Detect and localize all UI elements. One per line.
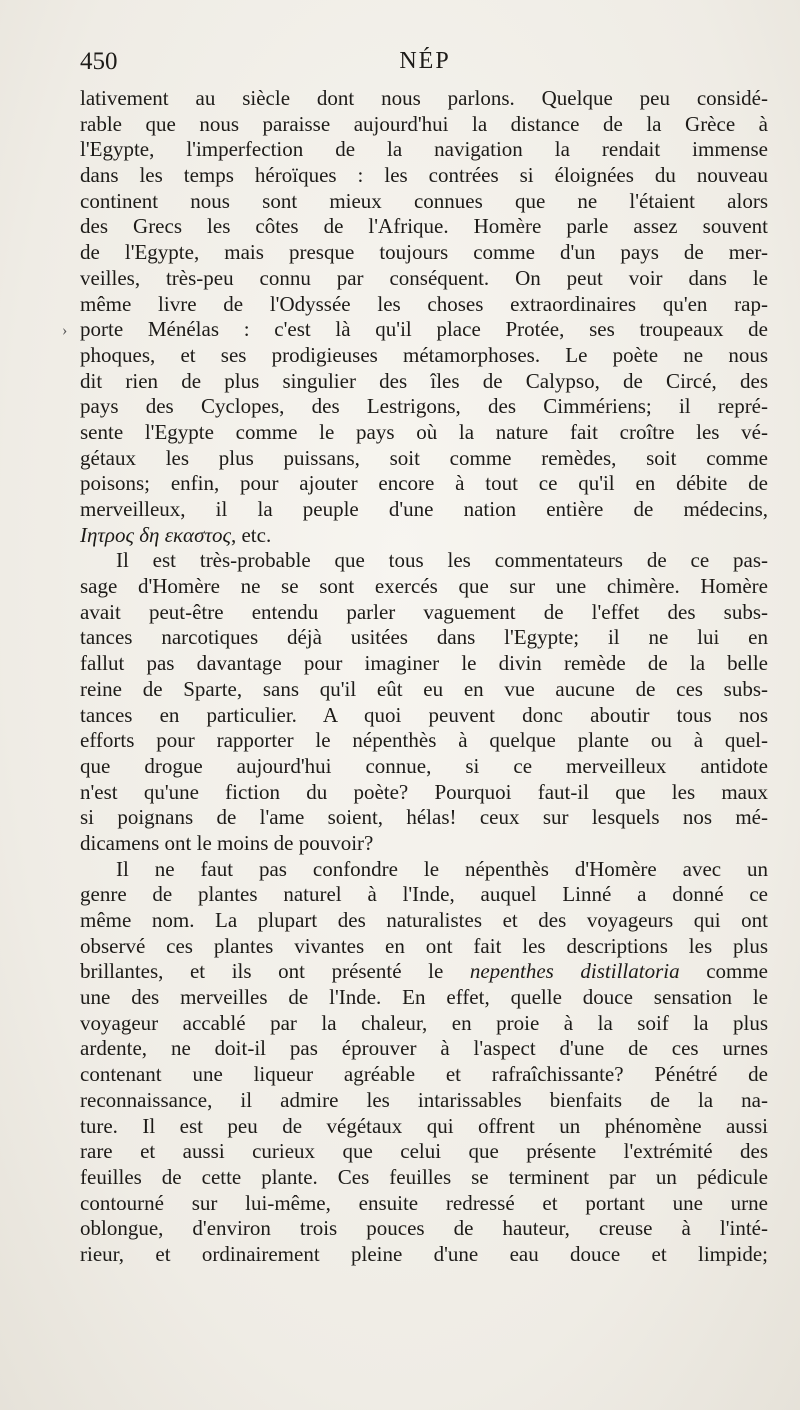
text-line: ardente, ne doit-il pas éprouver à l'aspect d'une de ces urnes — [80, 1036, 768, 1061]
species-name: nepenthes distillatoria — [469, 959, 680, 984]
text-line: même nom. La plupart des naturalistes et des voyageurs qui ont — [80, 908, 768, 932]
text-line: dicamens ont le moins de pouvoir? — [80, 830, 374, 855]
text-line: rieur, et ordinairement pleine d'une eau douce et limpide; — [80, 1241, 768, 1266]
page-number: 450 — [80, 48, 118, 75]
text-line: avait peut-être entendu parler vaguement de l'effet des subs- — [80, 599, 768, 624]
text-line: rare et aussi curieux que celui que présente l'extrémité des — [80, 1139, 768, 1164]
text-line: efforts pour rapporter le népenthès à quelque plante ou à quel- — [80, 728, 768, 753]
paragraph-1-last-line — [80, 523, 768, 549]
text-line: sente l'Egypte comme le pays où la nature fait croître les vé- — [80, 419, 768, 444]
text-line: voyageur accablé par la chaleur, en proie à la soif la plus — [80, 1010, 768, 1035]
text-line: feuilles de cette plante. Ces feuilles se terminent par un pédicule — [80, 1164, 768, 1189]
text-line: merveilleux, il la peuple d'une nation entière de médecins, — [80, 497, 768, 521]
text-line: n'est qu'une fiction du poète? Pourquoi faut-il que les maux — [80, 779, 768, 804]
margin-mark: › — [62, 322, 68, 339]
text-line: Il est très-probable que tous les commentateurs de ce pas- — [116, 548, 768, 573]
text-line: porte Ménélas : c'est là qu'il place Protée, ses troupeaux de — [80, 317, 768, 342]
text-line: de l'Egypte, mais presque toujours comme d'un pays de mer- — [80, 240, 768, 265]
paragraph-3-italic-line — [80, 959, 768, 985]
text-line: pays des Cyclopes, des Lestrigons, des Cimmériens; il repré- — [80, 394, 768, 419]
text-line: dit rien de plus singulier des îles de Calypso, de Circé, des — [80, 368, 768, 393]
text-line: Il ne faut pas confondre le népenthès d'Homère avec un — [116, 856, 768, 881]
text-line: même livre de l'Odyssée les choses extraordinaires qu'en rap- — [80, 291, 768, 316]
text-line: si poignans de l'ame soient, hélas! ceux sur lesquels nos mé- — [80, 805, 768, 830]
text-line: contenant une liqueur agréable et rafraîchissante? Pénétré de — [80, 1062, 768, 1087]
greek-quotation-tail: , etc. — [230, 522, 272, 547]
running-head: NÉP — [399, 48, 451, 74]
text-line: oblongue, d'environ trois pouces de hauteur, creuse à l'inté- — [80, 1216, 768, 1241]
text-line: tances narcotiques déjà usitées dans l'Egypte; il ne lui en — [80, 625, 768, 650]
text-line: observé ces plantes vivantes en ont fait les descriptions les plus — [80, 933, 768, 958]
text-line: phoques, et ses prodigieuses métamorphoses. Le poète ne nous — [80, 342, 768, 367]
text-line: reine de Sparte, sans qu'il eût eu en vue aucune de ces subs- — [80, 676, 768, 701]
italic-line-pre: brillantes, et ils ont présenté le — [80, 959, 470, 984]
text-line: genre de plantes naturel à l'Inde, auquel Linné a donné ce — [80, 882, 768, 907]
text-line: poisons; enfin, pour ajouter encore à tout ce qu'il en débite de — [80, 471, 768, 496]
text-line: continent nous sont mieux connues que ne l'étaient alors — [80, 188, 768, 213]
paragraph-3-part-2 — [80, 985, 768, 1268]
paragraph-2 — [80, 548, 768, 856]
text-line: sage d'Homère ne se sont exercés que sur une chimère. Homère — [80, 574, 768, 599]
body-text — [80, 86, 768, 1268]
text-line: lativement au siècle dont nous parlons. Quelque peu considé- — [80, 86, 768, 110]
text-line: l'Egypte, l'imperfection de la navigation la rendait immense — [80, 137, 768, 162]
text-line: contourné sur lui-même, ensuite redressé et portant une urne — [80, 1190, 768, 1215]
text-line: des Grecs les côtes de l'Afrique. Homère parle assez souvent — [80, 214, 768, 239]
text-line: que drogue aujourd'hui connue, si ce merveilleux antidote — [80, 753, 768, 778]
text-line: gétaux les plus puissans, soit comme remèdes, soit comme — [80, 445, 768, 470]
greek-quotation: Ιητρος δη εκαστος — [80, 522, 231, 547]
page-header — [80, 48, 770, 88]
text-line: fallut pas davantage pour imaginer le divin remède de la belle — [80, 651, 768, 676]
paragraph-3-part-1 — [80, 857, 768, 960]
text-line: reconnaissance, il admire les intarissables bienfaits de la na- — [80, 1087, 768, 1112]
text-line: une des merveilles de l'Inde. En effet, quelle douce sensation le — [80, 985, 768, 1010]
text-line: rable que nous paraisse aujourd'hui la distance de la Grèce à — [80, 111, 768, 136]
paragraph-1 — [80, 86, 768, 523]
italic-line-post: comme — [679, 959, 769, 984]
text-line: tances en particulier. A quoi peuvent donc aboutir tous nos — [80, 702, 768, 727]
text-line: ture. Il est peu de végétaux qui offrent un phénomène aussi — [80, 1113, 768, 1138]
text-line: veilles, très-peu connu par conséquent. On peut voir dans le — [80, 265, 768, 290]
text-line: dans les temps héroïques : les contrées si éloignées du nouveau — [80, 163, 768, 188]
